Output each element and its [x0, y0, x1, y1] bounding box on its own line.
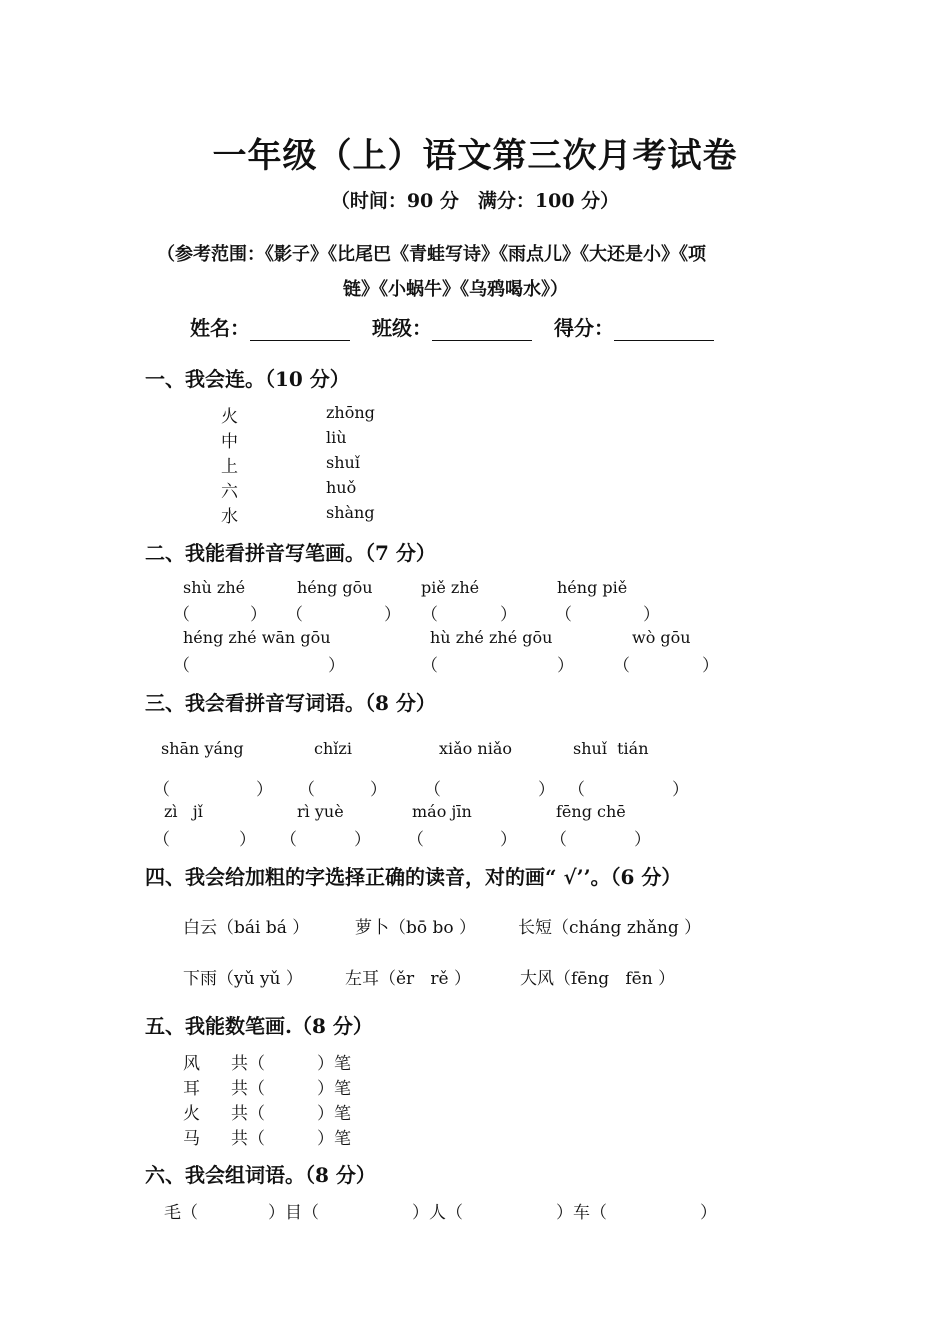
s3-paren-open[interactable]: （	[280, 830, 297, 850]
s2-paren-close: ）	[384, 605, 401, 625]
s2-pinyin: héng gōu	[297, 578, 373, 597]
s3-pinyin: rì yuè	[297, 802, 344, 821]
s3-paren-open[interactable]: （	[153, 830, 170, 850]
s3-paren-open[interactable]: （	[407, 830, 424, 850]
s3-paren-close: ）	[239, 830, 256, 850]
s6-item[interactable]: ）车（	[556, 1203, 607, 1223]
s5-bi: ）笔	[317, 1054, 351, 1074]
exam-subtitle: （时间：90 分 满分：100 分）	[330, 190, 620, 212]
page-title: 一年级（上）语文第三次月考试卷	[212, 136, 738, 176]
s5-bi: ）笔	[317, 1079, 351, 1099]
s4-choice[interactable]: 左耳（ěr rě ）	[345, 969, 471, 989]
section-6-heading: 六、我会组词语。（8 分）	[145, 1163, 376, 1187]
s3-pinyin: fēng chē	[556, 802, 626, 821]
s3-pinyin: xiǎo niǎo	[439, 739, 512, 758]
s5-gong[interactable]: 共（	[231, 1104, 265, 1124]
s2-paren-open[interactable]: （	[173, 656, 190, 676]
s1-pinyin: zhōng	[326, 403, 375, 422]
s3-pinyin: chǐzi	[314, 739, 352, 758]
s2-paren-close: ）	[500, 605, 517, 625]
s1-pinyin: liù	[326, 428, 347, 447]
s3-paren-open[interactable]: （	[424, 780, 441, 800]
s2-paren-close: ）	[702, 656, 719, 676]
s2-paren-open[interactable]: （	[613, 656, 630, 676]
section-2-heading: 二、我能看拼音写笔画。（7 分）	[145, 541, 436, 565]
s5-gong[interactable]: 共（	[231, 1129, 265, 1149]
s3-paren-close: ）	[538, 780, 555, 800]
s3-pinyin: shān yáng	[161, 739, 244, 758]
s5-char: 耳	[183, 1079, 200, 1099]
s5-char: 马	[183, 1129, 200, 1149]
s3-pinyin: máo jīn	[412, 802, 472, 821]
section-1-heading: 一、我会连。（10 分）	[145, 367, 350, 391]
s2-paren-open[interactable]: （	[173, 605, 190, 625]
s5-bi: ）笔	[317, 1129, 351, 1149]
s1-char: 火	[221, 407, 238, 427]
s4-choice[interactable]: 萝卜（bō bo ）	[355, 918, 477, 938]
s6-item[interactable]: ）人（	[412, 1203, 463, 1223]
s5-char: 风	[183, 1054, 200, 1074]
s6-item[interactable]: 毛（	[164, 1203, 198, 1223]
s1-char: 六	[221, 482, 238, 502]
s2-pinyin: wò gōu	[632, 628, 691, 647]
s1-char: 中	[221, 432, 238, 452]
s6-item[interactable]: ）目（	[268, 1203, 319, 1223]
s3-paren-close: ）	[354, 830, 371, 850]
s3-pinyin: zì jǐ	[164, 802, 203, 821]
section-5-heading: 五、我能数笔画.（8 分）	[145, 1014, 373, 1038]
s3-paren-close: ）	[672, 780, 689, 800]
s1-pinyin: huǒ	[326, 478, 357, 497]
s1-char: 水	[221, 507, 238, 527]
s4-choice[interactable]: 大风（fēng fēn ）	[520, 969, 676, 989]
s6-item: ）	[700, 1203, 717, 1223]
s2-paren-open[interactable]: （	[555, 605, 572, 625]
s5-gong[interactable]: 共（	[231, 1054, 265, 1074]
s2-paren-close: ）	[250, 605, 267, 625]
s3-paren-open[interactable]: （	[550, 830, 567, 850]
s1-pinyin: shàng	[326, 503, 375, 522]
s2-paren-open[interactable]: （	[286, 605, 303, 625]
s4-choice[interactable]: 下雨（yǔ yǔ ）	[183, 969, 303, 989]
s5-bi: ）笔	[317, 1104, 351, 1124]
s3-paren-open[interactable]: （	[298, 780, 315, 800]
s2-pinyin: héng zhé wān gōu	[183, 628, 331, 647]
s3-paren-close: ）	[256, 780, 273, 800]
s3-pinyin: shuǐ tián	[573, 739, 649, 758]
s2-paren-close: ）	[328, 656, 345, 676]
class-label: 班级：	[372, 316, 432, 340]
s1-char: 上	[221, 457, 238, 477]
s1-pinyin: shuǐ	[326, 453, 360, 472]
s2-pinyin: héng piě	[557, 578, 628, 597]
class-blank[interactable]	[432, 320, 532, 341]
scope-line-2: 链》《小蜗牛》《乌鸦喝水》）	[343, 279, 568, 300]
s5-gong[interactable]: 共（	[231, 1079, 265, 1099]
s5-char: 火	[183, 1104, 200, 1124]
s4-choice[interactable]: 白云（bái bá ）	[183, 918, 310, 938]
s2-pinyin: piě zhé	[421, 578, 480, 597]
scope-line-1: （参考范围：《影子》《比尾巴《青蛙写诗》《雨点儿》《大还是小》《项	[157, 244, 706, 265]
s2-paren-close: ）	[643, 605, 660, 625]
s2-paren-open[interactable]: （	[421, 656, 438, 676]
section-3-heading: 三、我会看拼音写词语。（8 分）	[145, 691, 436, 715]
section-4-heading: 四、我会给加粗的字选择正确的读音，对的画“ √’’。（6 分）	[145, 865, 682, 889]
name-label: 姓名：	[190, 316, 250, 340]
score-label: 得分：	[554, 316, 614, 340]
s3-paren-close: ）	[634, 830, 651, 850]
s3-paren-open[interactable]: （	[568, 780, 585, 800]
s2-paren-open[interactable]: （	[421, 605, 438, 625]
student-info	[190, 312, 714, 341]
s3-paren-close: ）	[370, 780, 387, 800]
s2-pinyin: hù zhé zhé gōu	[430, 628, 553, 647]
s3-paren-close: ）	[500, 830, 517, 850]
s2-pinyin: shù zhé	[183, 578, 246, 597]
name-blank[interactable]	[250, 320, 350, 341]
s3-paren-open[interactable]: （	[153, 780, 170, 800]
s4-choice[interactable]: 长短（cháng zhǎng ）	[518, 918, 702, 938]
s2-paren-close: ）	[557, 656, 574, 676]
score-blank[interactable]	[614, 320, 714, 341]
